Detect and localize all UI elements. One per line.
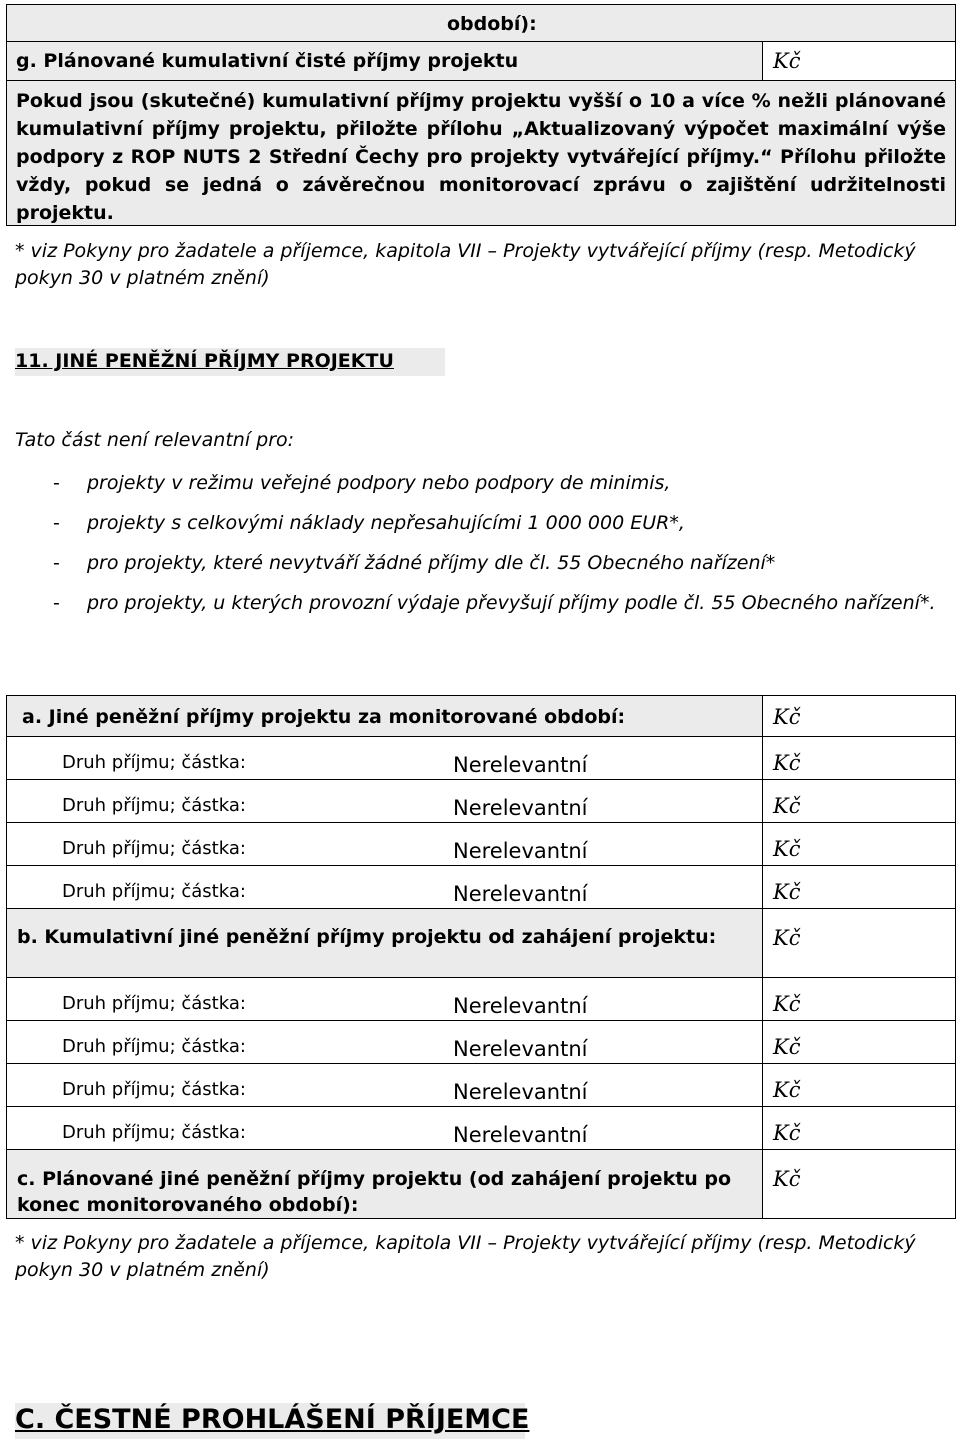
list-item: - pro projekty, u kterých provozní výdaje převyšují příjmy podle čl. 55 Obecného nařízení*. <box>53 592 936 614</box>
row-c-label: c. Plánované jiné peněžní příjmy projektu (od zahájení projektu po konec monitorovaného období): <box>17 1168 732 1216</box>
row-g-label-cell <box>6 41 763 81</box>
table-row-currency: Kč <box>762 779 956 823</box>
row-g-label: g. Plánované kumulativní čisté příjmy projektu <box>16 50 519 72</box>
table-row-currency: Kč <box>762 736 956 780</box>
row-b-label: b. Kumulativní jiné peněžní příjmy projektu od zahájení projektu: <box>17 926 717 948</box>
table-row: Druh příjmu; částka: Nerelevantní <box>6 865 763 909</box>
table-row: Druh příjmu; částka: Nerelevantní <box>6 779 763 823</box>
row-c-label-cell <box>6 1149 763 1219</box>
section-11-intro: Tato část není relevantní pro: <box>15 429 295 451</box>
list-item: - projekty s celkovými náklady nepřesahujícími 1 000 000 EUR*, <box>53 512 685 534</box>
row-b-currency-cell <box>762 908 956 978</box>
row-c-currency: Kč <box>773 1167 801 1191</box>
period-row <box>6 4 956 42</box>
footnote-2: * viz Pokyny pro žadatele a příjemce, kapitola VII – Projekty vytvářející příjmy (resp. Metodický pokyn 30 v platném znění) <box>15 1232 916 1281</box>
row-b-label-cell <box>6 908 763 978</box>
table-row-currency: Kč <box>762 1063 956 1107</box>
list-item: - projekty v režimu veřejné podpory nebo podpory de minimis, <box>53 472 671 494</box>
row-b-currency: Kč <box>773 926 801 950</box>
table-row: Druh příjmu; částka: Nerelevantní <box>6 1106 763 1150</box>
row-a-currency-cell <box>762 695 956 737</box>
period-tail: období): <box>447 13 537 35</box>
table-row-currency: Kč <box>762 822 956 866</box>
notice-box <box>6 80 956 226</box>
table-row-currency: Kč <box>762 1106 956 1150</box>
table-row: Druh příjmu; částka: Nerelevantní <box>6 736 763 780</box>
row-a-label-cell <box>6 695 763 737</box>
table-row-currency: Kč <box>762 865 956 909</box>
table-row: Druh příjmu; částka: Nerelevantní <box>6 1020 763 1064</box>
list-item: - pro projekty, které nevytváří žádné příjmy dle čl. 55 Obecného nařízení* <box>53 552 776 574</box>
table-row: Druh příjmu; částka: Nerelevantní <box>6 1063 763 1107</box>
row-a-currency: Kč <box>773 705 801 729</box>
row-a-label: a. Jiné peněžní příjmy projektu za monitorované období: <box>22 706 626 728</box>
notice-text <box>16 87 946 227</box>
footnote-1: * viz Pokyny pro žadatele a příjemce, kapitola VII – Projekty vytvářející příjmy (resp. Metodický pokyn 30 v platném znění) <box>15 240 916 289</box>
row-g-currency-cell <box>762 41 956 81</box>
table-row: Druh příjmu; částka: Nerelevantní <box>6 977 763 1021</box>
table-row: Druh příjmu; částka: Nerelevantní <box>6 822 763 866</box>
section-c-heading: C. ČESTNÉ PROHLÁŠENÍ PŘÍJEMCE <box>15 1404 530 1435</box>
row-c-currency-cell <box>762 1149 956 1219</box>
notice-part-1: Pokud jsou (skutečné) kumulativní příjmy projektu vyšší o 10 a více % nežli plánované kumulativní příjmy projektu, přiložte přílohu „Aktualizovaný výpočet maximální výše podpory z ROP NUTS 2 Střední Čechy pro projekty vytvářející příjmy.“ <box>16 90 946 168</box>
section-11-heading: 11. JINÉ PENĚŽNÍ PŘÍJMY PROJEKTU <box>15 350 394 372</box>
table-row-currency: Kč <box>762 1020 956 1064</box>
exclusion-list <box>15 470 955 616</box>
table-row-currency: Kč <box>762 977 956 1021</box>
row-g-currency: Kč <box>773 49 801 73</box>
notice-part-2: Přílohu přiložte vždy, pokud se jedná o závěrečnou monitorovací zprávu o zajištění udržitelnosti projektu. <box>16 146 946 224</box>
